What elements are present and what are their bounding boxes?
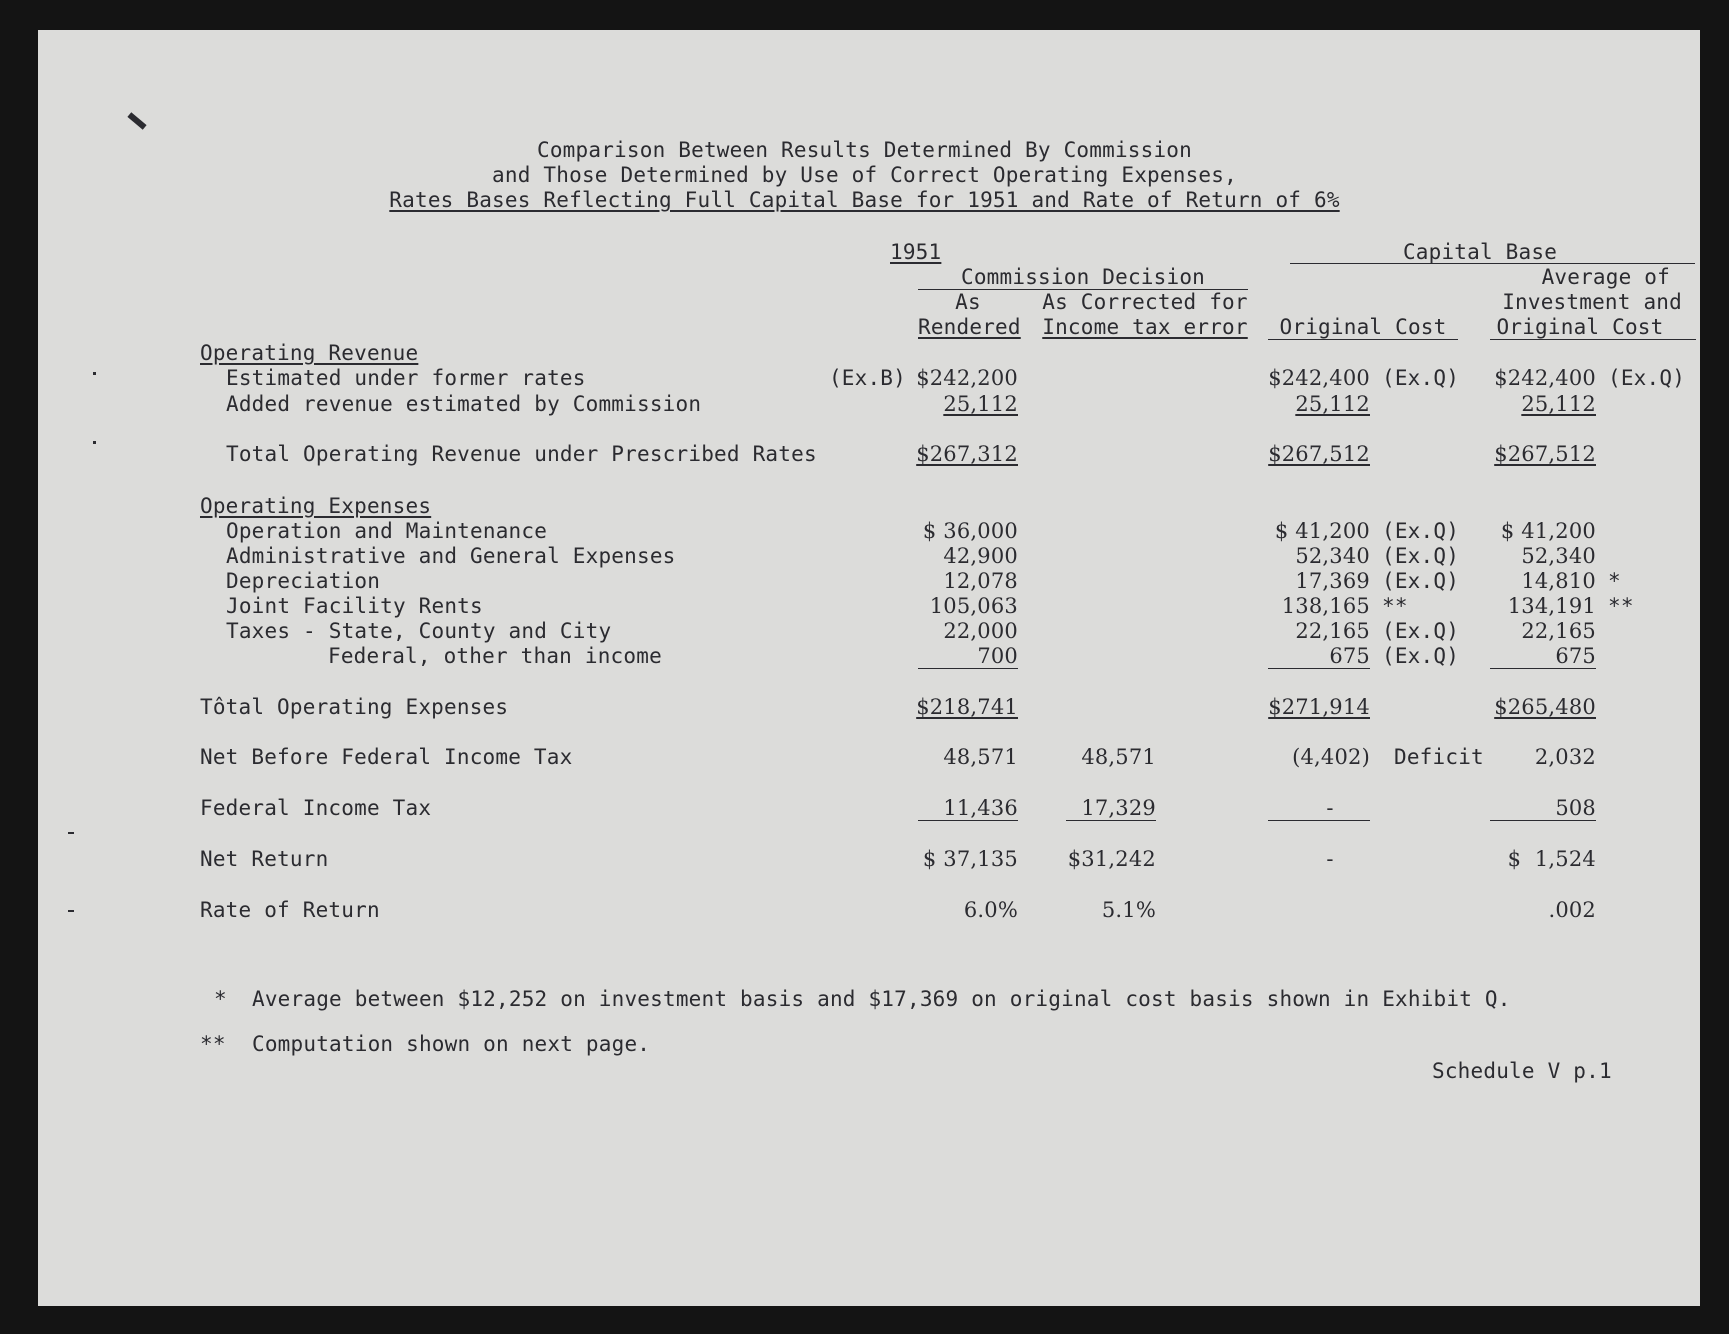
cell-avg: 675 <box>1555 644 1596 668</box>
cell-avg: $265,480 <box>1494 695 1596 719</box>
corrected-header-1: As Corrected for <box>1042 290 1248 314</box>
cell-avg: 14,810 <box>1521 569 1596 593</box>
cell-rendered: 12,078 <box>943 569 1018 593</box>
cell-orig-ref: (Ex.Q) <box>1382 544 1460 568</box>
cell-rendered: 105,063 <box>929 594 1018 618</box>
cell-rendered: 22,000 <box>943 619 1018 643</box>
avg-header-3: Original Cost <box>1496 315 1664 339</box>
row-label-taxes-state: Taxes - State, County and City <box>226 619 612 643</box>
row-label-deprec: Depreciation <box>226 569 381 593</box>
cell-rendered: 42,900 <box>943 544 1018 568</box>
subtotal-rule <box>1490 668 1596 669</box>
capital-base-rule <box>1290 263 1695 264</box>
title-line-1: Comparison Between Results Determined By Commission <box>537 138 1192 162</box>
avg-header-1: Average of <box>1541 265 1670 289</box>
row-label-admin: Administrative and General Expenses <box>226 544 676 568</box>
cell-orig-ref: ** <box>1382 594 1408 618</box>
row-label-est-former: Estimated under former rates <box>226 366 586 390</box>
year-header: 1951 <box>890 240 942 264</box>
margin-dot <box>93 441 96 444</box>
margin-dot <box>68 832 74 834</box>
cell-rendered: $267,312 <box>916 442 1018 466</box>
row-label-total-exp: Tôtal Operating Expenses <box>200 695 509 719</box>
cell-rendered: 11,436 <box>943 796 1018 820</box>
rendered-header-2: Rendered <box>918 315 1021 339</box>
avg-cost-rule <box>1490 339 1696 340</box>
footnote-1: Average between $12,252 on investment basis and $17,369 on original cost basis shown in Exhibit Q. <box>252 987 1511 1011</box>
cell-orig: $ 41,200 <box>1274 519 1370 543</box>
cell-orig: - <box>1326 847 1334 871</box>
title-line-3: Rates Bases Reflecting Full Capital Base for 1951 and Rate of Return of 6% <box>389 188 1340 212</box>
cell-orig: 17,369 <box>1295 569 1370 593</box>
row-label-fed-income: Federal Income Tax <box>200 796 432 820</box>
subtotal-rule <box>1268 668 1370 669</box>
section-operating-revenue: Operating Revenue <box>200 341 419 365</box>
cell-avg-note: * <box>1608 569 1621 593</box>
cell-orig-ref: (Ex.Q) <box>1382 366 1460 390</box>
original-cost-rule <box>1268 339 1458 340</box>
margin-dot <box>68 910 74 912</box>
rendered-header-1: As <box>955 290 981 314</box>
cell-orig-ref: (Ex.Q) <box>1382 619 1460 643</box>
cell-corrected: 17,329 <box>1081 796 1156 820</box>
cell-orig: (4,402) <box>1292 745 1370 769</box>
cell-orig: $267,512 <box>1268 442 1370 466</box>
schedule-label: Schedule V p.1 <box>1432 1059 1612 1083</box>
corrected-header-2: Income tax error <box>1042 315 1248 339</box>
cell-avg-ref: (Ex.Q) <box>1608 366 1686 390</box>
cell-avg: 134,191 <box>1507 594 1596 618</box>
commission-decision-header: Commission Decision <box>960 265 1206 289</box>
cell-orig-ref: (Ex.Q) <box>1382 644 1460 668</box>
cell-avg: 25,112 <box>1521 392 1596 416</box>
cell-orig-ref: (Ex.Q) <box>1382 569 1460 593</box>
subtotal-rule <box>1490 820 1596 821</box>
row-label-joint: Joint Facility Rents <box>226 594 483 618</box>
cell-corrected: 48,571 <box>1081 745 1156 769</box>
cell-corrected: 5.1% <box>1101 898 1156 922</box>
cell-avg-note: ** <box>1608 594 1634 618</box>
cell-orig: - <box>1326 796 1334 820</box>
cell-orig-ref: (Ex.Q) <box>1382 519 1460 543</box>
footnote-2: Computation shown on next page. <box>252 1032 651 1056</box>
cell-rendered: 700 <box>977 644 1018 668</box>
cell-rendered: 6.0% <box>963 898 1018 922</box>
original-cost-header: Original Cost <box>1279 315 1447 339</box>
cell-avg: 22,165 <box>1521 619 1596 643</box>
row-label-net-return: Net Return <box>200 847 329 871</box>
document-page <box>38 30 1700 1306</box>
cell-orig: 22,165 <box>1295 619 1370 643</box>
cell-avg: $ 41,200 <box>1500 519 1596 543</box>
row-label-rate: Rate of Return <box>200 898 380 922</box>
cell-avg: $242,400 <box>1494 366 1596 390</box>
subtotal-rule <box>918 668 1018 669</box>
cell-corrected: $31,242 <box>1067 847 1156 871</box>
cell-rendered: $218,741 <box>916 695 1018 719</box>
cell-orig: 52,340 <box>1295 544 1370 568</box>
cell-orig: $271,914 <box>1268 695 1370 719</box>
cell-rendered: 25,112 <box>943 392 1018 416</box>
subtotal-rule <box>1066 820 1156 821</box>
margin-dot <box>93 372 96 375</box>
cell-avg: 508 <box>1555 796 1596 820</box>
cell-rendered: $ 37,135 <box>922 847 1018 871</box>
cell-avg: 2,032 <box>1534 745 1596 769</box>
cell-avg: .002 <box>1548 898 1596 922</box>
footnote-2-mark: ** <box>200 1032 226 1056</box>
cell-avg: $ 1,524 <box>1507 847 1596 871</box>
row-ref-est-former: (Ex.B) <box>828 366 906 390</box>
cell-rendered: $ 36,000 <box>922 519 1018 543</box>
section-operating-expenses: Operating Expenses <box>200 494 432 518</box>
cell-orig-ref: Deficit <box>1394 745 1484 769</box>
row-label-added-rev: Added revenue estimated by Commission <box>226 392 702 416</box>
cell-avg: 52,340 <box>1521 544 1596 568</box>
title-line-2: and Those Determined by Use of Correct Operating Expenses, <box>492 163 1237 187</box>
cell-orig: 675 <box>1329 644 1370 668</box>
capital-base-header: Capital Base <box>1402 240 1558 264</box>
footnote-1-mark: * <box>214 987 227 1011</box>
cell-rendered: 48,571 <box>943 745 1018 769</box>
row-label-taxes-fed: Federal, other than income <box>328 644 662 668</box>
cell-orig: 138,165 <box>1281 594 1370 618</box>
avg-header-2: Investment and <box>1502 290 1682 314</box>
row-label-net-before: Net Before Federal Income Tax <box>200 745 573 769</box>
row-label-op-maint: Operation and Maintenance <box>226 519 548 543</box>
cell-avg: $267,512 <box>1494 442 1596 466</box>
cell-rendered: $242,200 <box>916 366 1018 390</box>
row-label-total-rev: Total Operating Revenue under Prescribed Rates <box>226 442 817 466</box>
subtotal-rule <box>918 820 1018 821</box>
cell-orig: $242,400 <box>1268 366 1370 390</box>
cell-orig: 25,112 <box>1295 392 1370 416</box>
subtotal-rule <box>1268 820 1370 821</box>
